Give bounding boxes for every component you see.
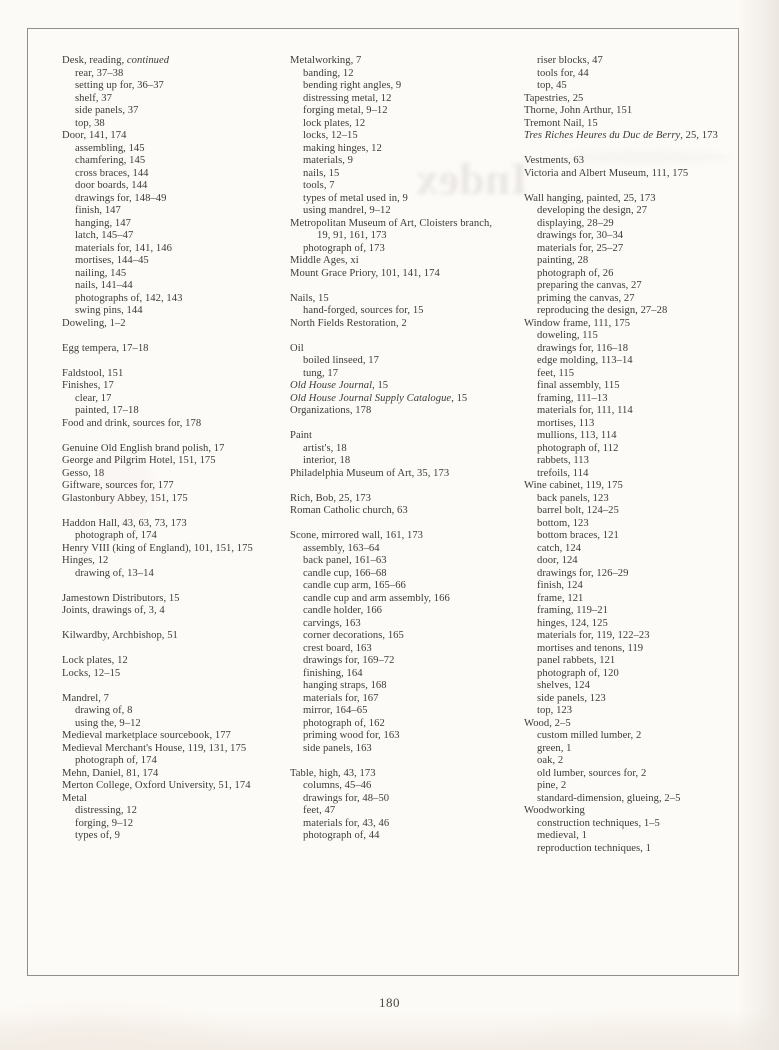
index-entry-wrap: 19, 91, 161, 173 <box>317 230 387 241</box>
index-subentry: distressing metal, 12 <box>303 92 392 104</box>
index-subentry: barrel bolt, 124–25 <box>537 505 619 516</box>
index-entry: Food and drink, sources for, 178 <box>62 417 202 429</box>
index-subentry: swing pins, 144 <box>75 305 143 316</box>
index-entry: Joints, drawings of, 3, 4 <box>62 605 165 616</box>
index-subentry: types of metal used in, 9 <box>303 192 408 204</box>
index-subentry: corner decorations, 165 <box>303 630 404 641</box>
index-entry: North Fields Restoration, 2 <box>290 317 407 329</box>
index-subentry: final assembly, 115 <box>537 380 620 391</box>
index-group <box>62 443 292 506</box>
index-entry: Jamestown Distributors, 15 <box>62 592 180 604</box>
index-column-1 <box>62 55 292 843</box>
index-subentry: candle cup, 166–68 <box>303 567 387 579</box>
index-subentry: hanging, 147 <box>75 217 131 229</box>
index-subentry: photograph of, 173 <box>303 242 385 254</box>
index-entry: George and Pilgrim Hotel, 151, 175 <box>62 455 216 466</box>
index-subentry: top, 45 <box>537 80 567 91</box>
index-entry: Old House Journal Supply Catalogue, 15 <box>290 392 468 404</box>
index-subentry: lock plates, 12 <box>303 117 366 129</box>
index-subentry: using the, 9–12 <box>75 717 141 729</box>
index-subentry: displaying, 28–29 <box>537 217 614 229</box>
index-subentry: assembling, 145 <box>75 142 145 154</box>
index-entry: Metalworking, 7 <box>290 55 362 66</box>
index-subentry: drawings for, 126–29 <box>537 567 629 579</box>
index-subentry: side panels, 37 <box>75 105 139 116</box>
index-entry: Old House Journal, 15 <box>290 380 389 391</box>
index-subentry: construction techniques, 1–5 <box>537 817 660 829</box>
index-subentry: drawings for, 116–18 <box>537 342 629 354</box>
index-subentry: photograph of, 174 <box>75 755 157 766</box>
index-entry: Henry VIII (king of England), 101, 151, 175 <box>62 542 253 554</box>
index-subentry: crest board, 163 <box>303 642 372 654</box>
index-entry: Wall hanging, painted, 25, 173 <box>524 192 656 204</box>
index-subentry: top, 123 <box>537 705 573 716</box>
index-entry: Window frame, 111, 175 <box>524 317 631 329</box>
index-subentry: photograph of, 26 <box>537 267 614 279</box>
index-subentry: materials for, 25–27 <box>537 242 624 254</box>
index-subentry: making hinges, 12 <box>303 142 382 154</box>
index-group <box>524 155 754 180</box>
ghost-bleed-text: Index <box>415 153 529 204</box>
index-group <box>290 768 520 843</box>
index-subentry: carvings, 163 <box>303 617 361 629</box>
index-subentry: tools for, 44 <box>537 67 589 79</box>
index-subentry: mirror, 164–65 <box>303 705 368 716</box>
index-subentry: materials for, 167 <box>303 692 379 704</box>
index-subentry: distressing, 12 <box>75 805 137 816</box>
index-subentry: hanging straps, 168 <box>303 680 387 691</box>
index-entry: Glastonbury Abbey, 151, 175 <box>62 492 188 504</box>
index-subentry: feet, 115 <box>537 367 575 379</box>
index-entry: Middle Ages, xi <box>290 255 359 266</box>
index-subentry: forging, 9–12 <box>75 817 134 829</box>
index-entry: Kilwardby, Archbishop, 51 <box>62 630 178 641</box>
index-group <box>290 530 520 755</box>
index-subentry: side panels, 163 <box>303 742 372 754</box>
index-entry: Organizations, 178 <box>290 405 372 416</box>
index-subentry: materials for, 141, 146 <box>75 242 172 254</box>
index-column-3 <box>524 55 754 855</box>
index-subentry: developing the design, 27 <box>537 205 648 216</box>
index-subentry: drawings for, 48–50 <box>303 792 390 804</box>
index-subentry: drawing of, 13–14 <box>75 567 154 579</box>
index-entry: Victoria and Albert Museum, 111, 175 <box>524 167 689 179</box>
index-entry: Locks, 12–15 <box>62 667 121 679</box>
index-entry: Finishes, 17 <box>62 380 114 391</box>
index-subentry: chamfering, 145 <box>75 155 146 166</box>
index-subentry: candle cup arm, 165–66 <box>303 580 406 591</box>
index-subentry: photograph of, 162 <box>303 717 385 729</box>
index-subentry: nailing, 145 <box>75 267 127 279</box>
index-subentry: locks, 12–15 <box>303 130 358 141</box>
index-entry: Mehn, Daniel, 81, 174 <box>62 767 159 779</box>
index-entry: Lock plates, 12 <box>62 655 128 666</box>
index-group <box>290 493 520 518</box>
index-entry: Oil <box>290 342 304 354</box>
index-group <box>62 655 292 680</box>
index-subentry: painted, 17–18 <box>75 405 139 416</box>
index-subentry: assembly, 163–64 <box>303 542 380 554</box>
index-subentry: door, 124 <box>537 555 578 566</box>
index-subentry: banding, 12 <box>303 67 354 79</box>
index-subentry: green, 1 <box>537 742 572 754</box>
index-subentry: latch, 145–47 <box>75 230 134 241</box>
index-subentry: rear, 37–38 <box>75 67 124 79</box>
index-subentry: shelf, 37 <box>75 92 112 104</box>
index-group <box>290 430 520 480</box>
index-subentry: photograph of, 174 <box>75 530 157 541</box>
index-entry: Metal <box>62 792 87 804</box>
index-subentry: frame, 121 <box>537 592 584 604</box>
index-subentry: drawings for, 148–49 <box>75 192 167 204</box>
index-subentry: drawings for, 169–72 <box>303 655 395 666</box>
index-subentry: top, 38 <box>75 117 105 129</box>
index-subentry: rabbets, 113 <box>537 455 589 466</box>
index-subentry: finish, 124 <box>537 580 583 591</box>
index-subentry: priming wood for, 163 <box>303 730 400 741</box>
index-subentry: nails, 141–44 <box>75 280 133 291</box>
index-subentry: boiled linseed, 17 <box>303 355 379 366</box>
index-subentry: drawings for, 30–34 <box>537 230 624 241</box>
index-subentry: photograph of, 44 <box>303 830 380 841</box>
page-number: 180 <box>379 995 400 1010</box>
index-subentry: priming the canvas, 27 <box>537 292 635 304</box>
index-subentry: medieval, 1 <box>537 830 587 841</box>
index-subentry: interior, 18 <box>303 455 351 466</box>
index-subentry: setting up for, 36–37 <box>75 80 164 91</box>
index-entry: Mandrel, 7 <box>62 692 109 704</box>
index-subentry: hand-forged, sources for, 15 <box>303 305 424 316</box>
index-group <box>524 193 754 856</box>
index-entry: Mount Grace Priory, 101, 141, 174 <box>290 267 440 279</box>
index-subentry: finishing, 164 <box>303 667 363 679</box>
index-entry: Nails, 15 <box>290 292 329 304</box>
index-subentry: mullions, 113, 114 <box>537 430 617 441</box>
index-entry: Rich, Bob, 25, 173 <box>290 492 371 504</box>
index-entry: Paint <box>290 430 313 441</box>
index-entry: Tapestries, 25 <box>524 92 584 104</box>
index-entry: Metropolitan Museum of Art, Cloisters branch, <box>290 217 493 229</box>
index-subentry: finish, 147 <box>75 205 121 216</box>
index-entry: Medieval marketplace sourcebook, 177 <box>62 730 231 741</box>
index-subentry: clear, 17 <box>75 392 112 404</box>
index-subentry: hinges, 124, 125 <box>537 617 608 629</box>
index-subentry: photograph of, 112 <box>537 442 619 454</box>
index-subentry: doweling, 115 <box>537 330 598 341</box>
index-subentry: tools, 7 <box>303 180 335 191</box>
index-subentry: oak, 2 <box>537 755 564 766</box>
index-subentry: materials for, 43, 46 <box>303 817 390 829</box>
index-subentry: panel rabbets, 121 <box>537 655 616 666</box>
index-subentry: edge molding, 113–14 <box>537 355 633 366</box>
index-subentry: trefoils, 114 <box>537 467 589 479</box>
index-subentry: preparing the canvas, 27 <box>537 280 642 291</box>
index-subentry: cross braces, 144 <box>75 167 149 179</box>
index-entry: Vestments, 63 <box>524 155 585 166</box>
index-entry: Haddon Hall, 43, 63, 73, 173 <box>62 517 187 529</box>
index-group <box>290 293 520 331</box>
index-entry: Table, high, 43, 173 <box>290 767 376 779</box>
index-entry: Gesso, 18 <box>62 467 105 479</box>
index-entry: Roman Catholic church, 63 <box>290 505 408 516</box>
index-entry: Egg tempera, 17–18 <box>62 342 149 354</box>
index-entry: Wood, 2–5 <box>524 717 571 729</box>
index-entry: Tres Riches Heures du Duc de Berry, 25, 173 <box>524 130 718 141</box>
index-subentry: artist's, 18 <box>303 442 347 454</box>
index-entry: Medieval Merchant's House, 119, 131, 175 <box>62 742 247 754</box>
index-subentry: materials for, 119, 122–23 <box>537 630 650 641</box>
index-subentry: types of, 9 <box>75 830 120 841</box>
index-entry: Doweling, 1–2 <box>62 317 126 329</box>
index-subentry: back panels, 123 <box>537 492 609 504</box>
index-group <box>62 593 292 618</box>
index-subentry: nails, 15 <box>303 167 340 179</box>
index-subentry: materials, 9 <box>303 155 354 166</box>
index-subentry: feet, 47 <box>303 805 336 816</box>
index-subentry: tung, 17 <box>303 367 339 379</box>
index-entry: Tremont Nail, 15 <box>524 117 598 129</box>
index-entry: Philadelphia Museum of Art, 35, 173 <box>290 467 450 479</box>
index-group <box>62 343 292 356</box>
index-entry: Faldstool, 151 <box>62 367 124 379</box>
index-subentry: bottom, 123 <box>537 517 589 529</box>
index-entry: Merton College, Oxford University, 51, 174 <box>62 780 251 791</box>
index-subentry: framing, 111–13 <box>537 392 608 404</box>
index-subentry: back panel, 161–63 <box>303 555 387 566</box>
index-subentry: using mandrel, 9–12 <box>303 205 391 216</box>
index-subentry: custom milled lumber, 2 <box>537 730 642 741</box>
index-subentry: bottom braces, 121 <box>537 530 619 541</box>
index-group <box>62 693 292 843</box>
index-group <box>62 55 292 330</box>
index-subentry: mortises, 144–45 <box>75 255 149 266</box>
index-group <box>62 630 292 643</box>
index-subentry: framing, 119–21 <box>537 605 608 616</box>
index-subentry: forging metal, 9–12 <box>303 105 388 116</box>
index-subentry: materials for, 111, 114 <box>537 405 633 416</box>
index-subentry: reproduction techniques, 1 <box>537 842 651 854</box>
index-entry: Hinges, 12 <box>62 555 109 566</box>
index-subentry: mortises, 113 <box>537 417 595 429</box>
index-group <box>290 55 520 280</box>
index-subentry: old lumber, sources for, 2 <box>537 767 647 779</box>
index-entry: Genuine Old English brand polish, 17 <box>62 442 225 454</box>
index-subentry: bending right angles, 9 <box>303 80 402 91</box>
index-subentry: door boards, 144 <box>75 180 148 191</box>
index-subentry: painting, 28 <box>537 255 589 266</box>
index-subentry: side panels, 123 <box>537 692 606 704</box>
index-entry: Woodworking <box>524 805 585 816</box>
index-subentry: riser blocks, 47 <box>537 55 603 66</box>
index-entry: Thorne, John Arthur, 151 <box>524 105 633 116</box>
index-subentry: drawing of, 8 <box>75 705 133 716</box>
index-subentry: candle holder, 166 <box>303 605 383 616</box>
index-group <box>62 518 292 581</box>
index-subentry: photographs of, 142, 143 <box>75 292 183 304</box>
index-subentry: reproducing the design, 27–28 <box>537 305 668 316</box>
index-group <box>524 55 754 143</box>
index-subentry: standard-dimension, glueing, 2–5 <box>537 792 681 804</box>
index-entry: Scone, mirrored wall, 161, 173 <box>290 530 424 541</box>
index-subentry: catch, 124 <box>537 542 582 554</box>
index-entry: Desk, reading, continued <box>62 55 170 66</box>
index-entry: Door, 141, 174 <box>62 130 127 141</box>
index-subentry: pine, 2 <box>537 780 567 791</box>
index-subentry: candle cup and arm assembly, 166 <box>303 592 450 604</box>
index-group <box>290 343 520 418</box>
index-subentry: columns, 45–46 <box>303 780 372 791</box>
index-group <box>62 368 292 431</box>
index-entry: Wine cabinet, 119, 175 <box>524 480 623 491</box>
index-column-2 <box>290 55 520 843</box>
index-subentry: shelves, 124 <box>537 680 590 691</box>
index-subentry: mortises and tenons, 119 <box>537 642 644 654</box>
index-entry: Giftware, sources for, 177 <box>62 480 174 491</box>
index-subentry: photograph of, 120 <box>537 667 619 679</box>
